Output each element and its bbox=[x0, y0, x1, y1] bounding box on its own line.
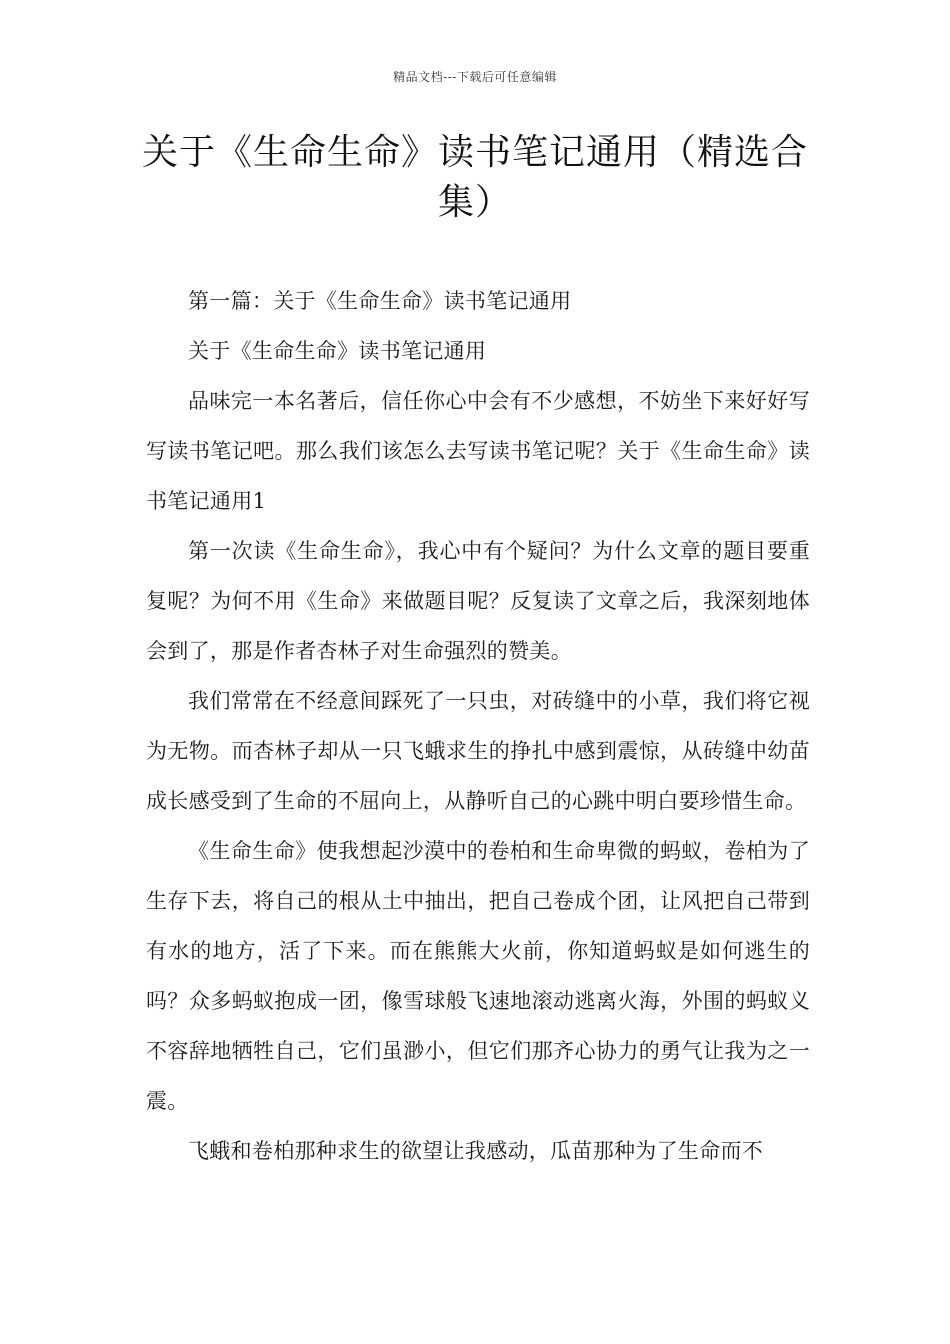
paragraph: 关于《生命生命》读书笔记通用 bbox=[188, 339, 487, 363]
paragraph: 第一篇：关于《生命生命》读书笔记通用 bbox=[188, 289, 572, 313]
paragraph: 第一次读《生命生命》，我心中有个疑问？为什么文章的题目要重复呢？为何不用《生命》来做题目呢？反复读了文章之后，我深刻地体会到了，那是作者杏林子对生命强烈的赞美。 bbox=[146, 539, 810, 663]
document-title: 关于《生命生命》读书笔记通用（精选合集） bbox=[141, 132, 808, 223]
document-body bbox=[146, 276, 810, 1176]
header-note: 精品文档---下载后可任意编辑 bbox=[393, 70, 557, 84]
paragraph: 我们常常在不经意间踩死了一只虫，对砖缝中的小草，我们将它视为无物。而杏林子却从一只飞蛾求生的挣扎中感到震惊，从砖缝中幼苗成长感受到了生命的不屈向上，从静听自己的心跳中明白要珍惜生命。 bbox=[146, 689, 810, 813]
paragraph: 飞蛾和卷柏那种求生的欲望让我感动，瓜苗那种为了生命而不 bbox=[188, 1139, 764, 1163]
paragraph: 品味完一本名著后，信任你心中会有不少感想，不妨坐下来好好写写读书笔记吧。那么我们该怎么去写读书笔记呢？关于《生命生命》读书笔记通用1 bbox=[146, 389, 810, 513]
paragraph: 《生命生命》使我想起沙漠中的卷柏和生命卑微的蚂蚁，卷柏为了生存下去，将自己的根从土中抽出，把自己卷成个团，让风把自己带到有水的地方，活了下来。而在熊熊大火前，你知道蚂蚁是如何逃生的吗？众多蚂蚁抱成一团，像雪球般飞速地滚动逃离火海，外围的蚂蚁义不容辞地牺牲自己，它们虽渺小，但它们那齐心协力的勇气让我为之一震。 bbox=[146, 839, 810, 1113]
